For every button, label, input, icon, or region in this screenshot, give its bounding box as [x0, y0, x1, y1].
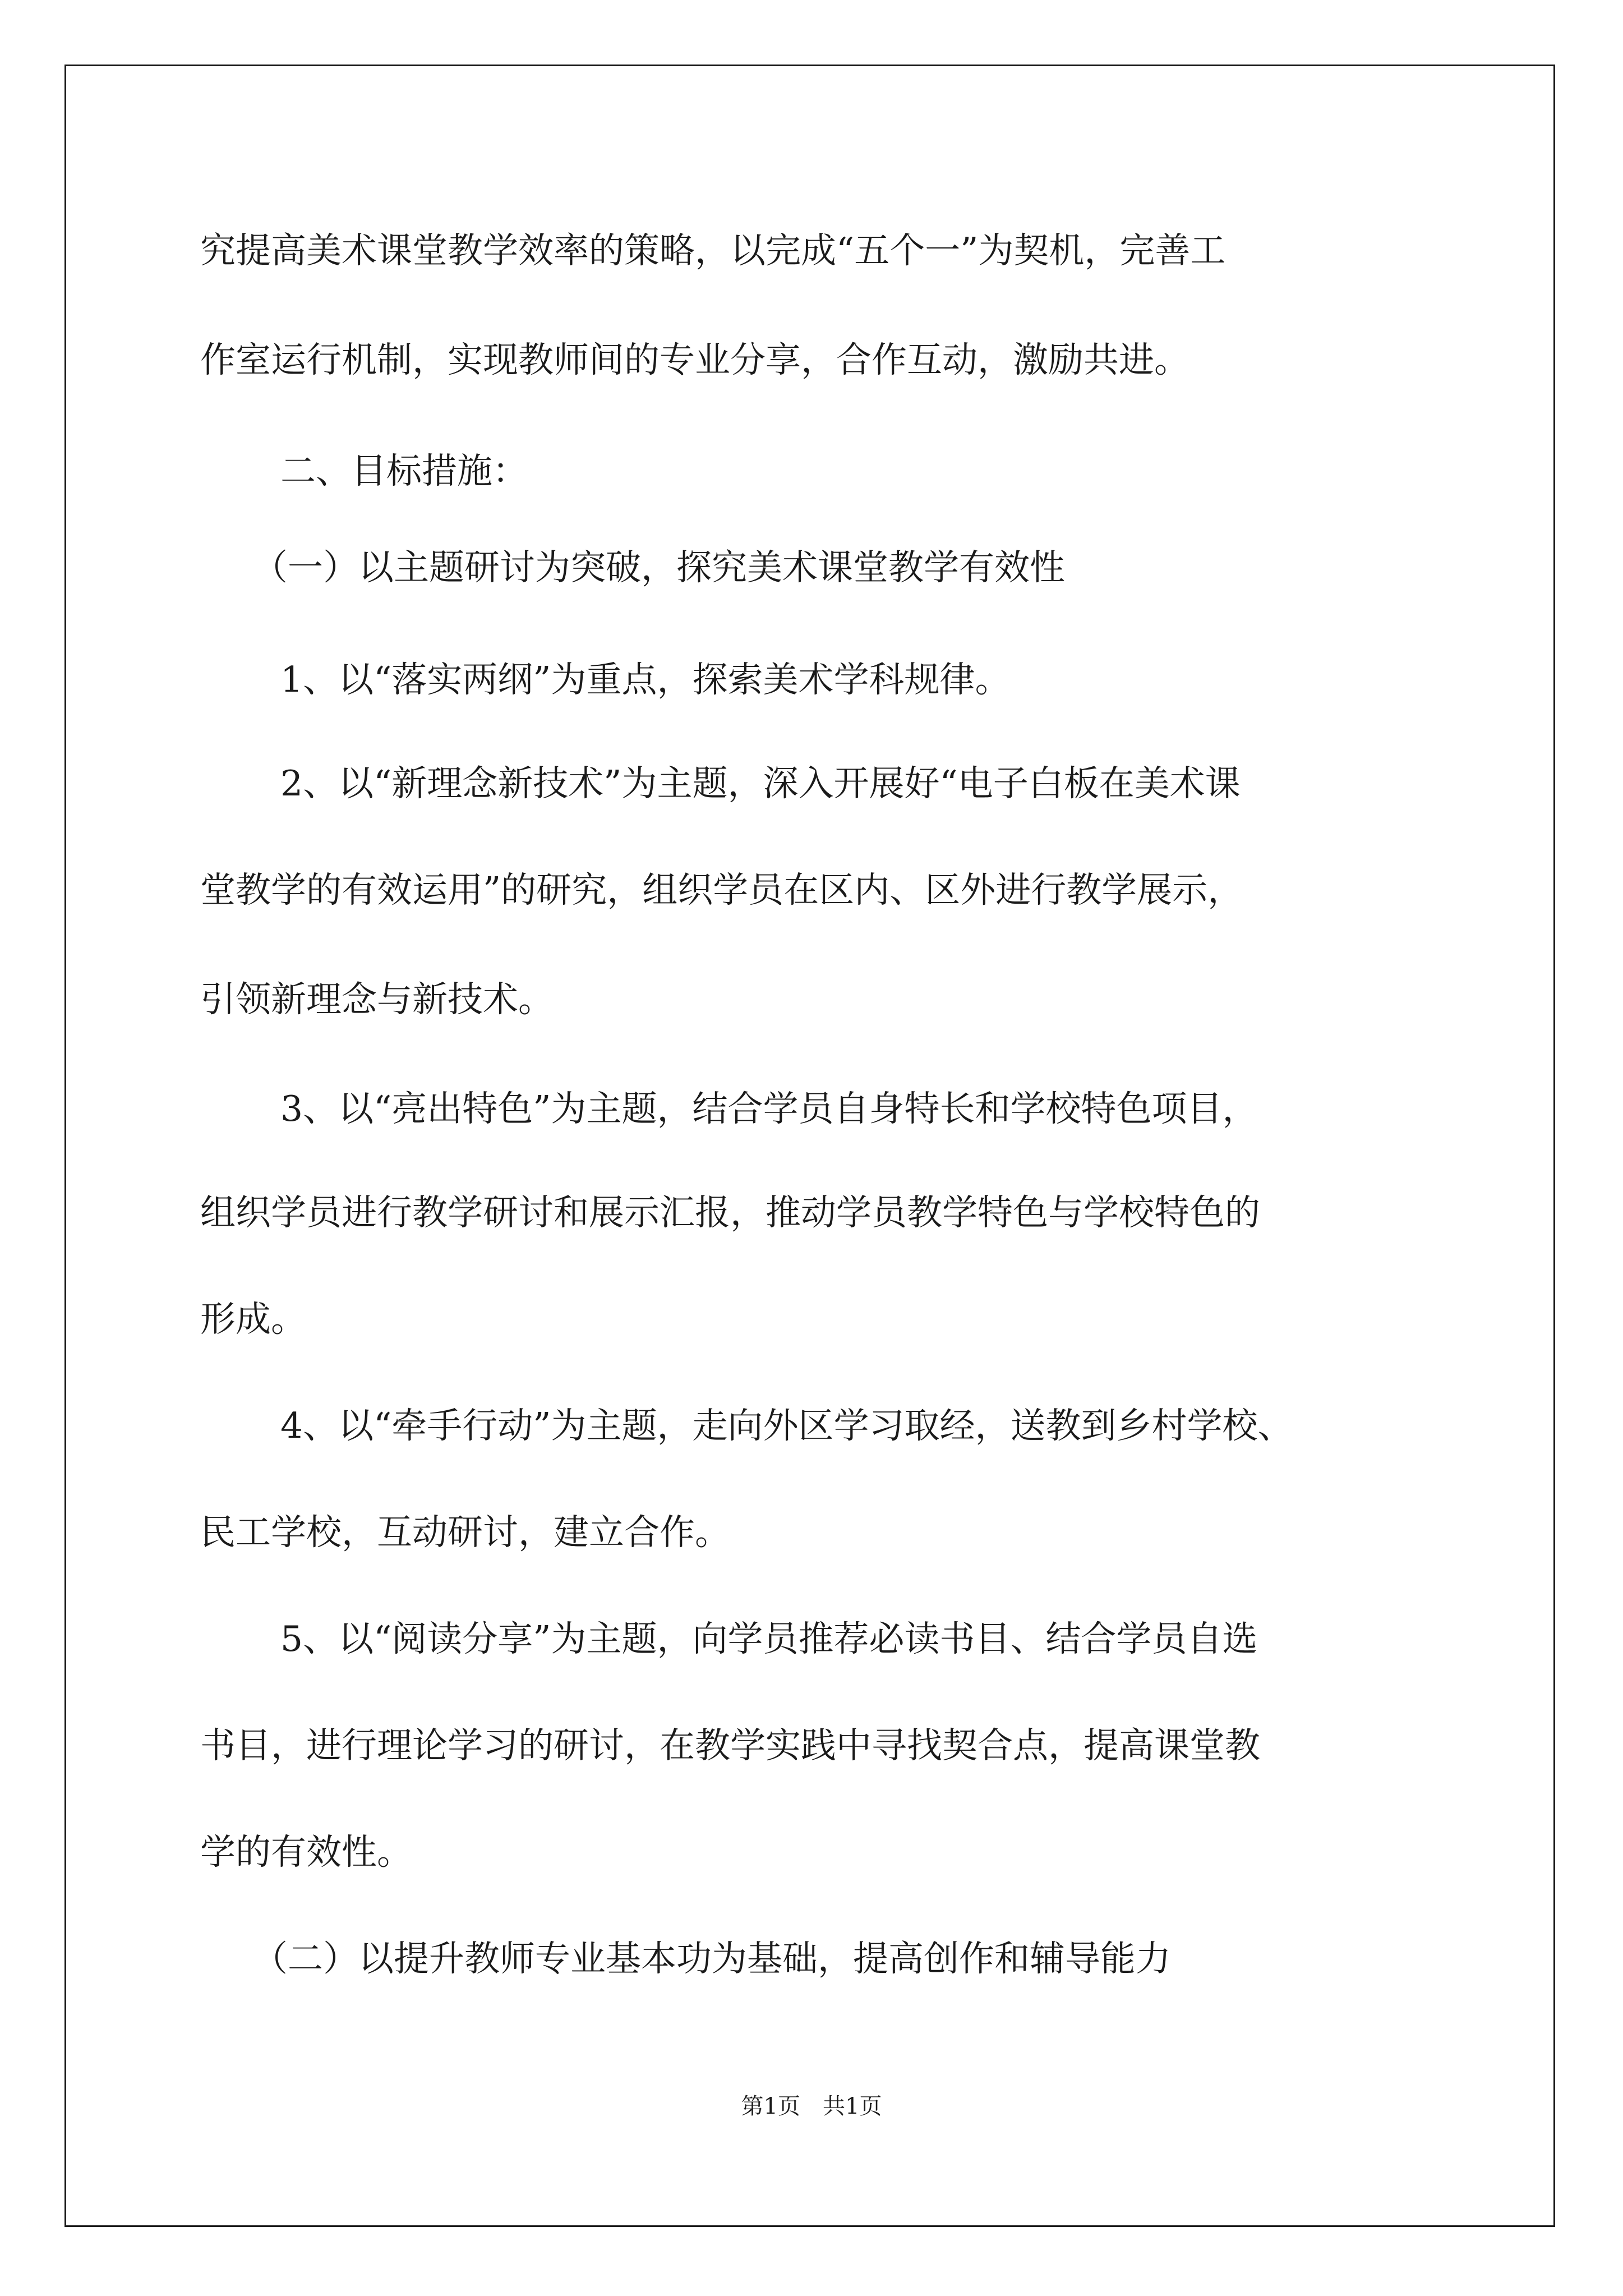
body-line: 2、以“新理念新技术”为主题，深入开展好“电子白板在美术课 — [280, 763, 1241, 804]
section-heading: 二、目标措施： — [280, 450, 528, 491]
subsection-heading: （二）以提升教师专业基本功为基础，提高创作和辅导能力 — [252, 1938, 1171, 1979]
body-line: 引领新理念与新技术。 — [200, 979, 554, 1020]
body-line: 组织学员进行教学研讨和展示汇报，推动学员教学特色与学校特色的 — [200, 1192, 1260, 1233]
body-line: 形成。 — [200, 1299, 306, 1340]
body-line: 民工学校，互动研讨，建立合作。 — [200, 1512, 730, 1553]
body-line: 书目，进行理论学习的研讨，在教学实践中寻找契合点，提高课堂教 — [200, 1725, 1260, 1766]
subsection-heading: （一）以主题研讨为突破，探究美术课堂教学有效性 — [252, 547, 1065, 588]
body-line: 作室运行机制，实现教师间的专业分享，合作互动，激励共进。 — [200, 339, 1189, 380]
body-line: 4、以“牵手行动”为主题，走向外区学习取经，送教到乡村学校、 — [280, 1405, 1293, 1446]
body-line: 5、以“阅读分享”为主题，向学员推荐必读书目、结合学员自选 — [280, 1618, 1258, 1659]
page-footer: 第1页 共1页 — [741, 2093, 882, 2119]
body-line: 3、以“亮出特色”为主题，结合学员自身特长和学校特色项目， — [280, 1088, 1258, 1129]
body-line: 究提高美术课堂教学效率的策略，以完成“五个一”为契机，完善工 — [200, 230, 1226, 271]
page-border — [64, 65, 1555, 2227]
body-line: 堂教学的有效运用”的研究，组织学员在区内、区外进行教学展示， — [200, 869, 1243, 910]
body-line: 学的有效性。 — [200, 1832, 412, 1872]
body-line: 1、以“落实两纲”为重点，探索美术学科规律。 — [280, 659, 1011, 700]
